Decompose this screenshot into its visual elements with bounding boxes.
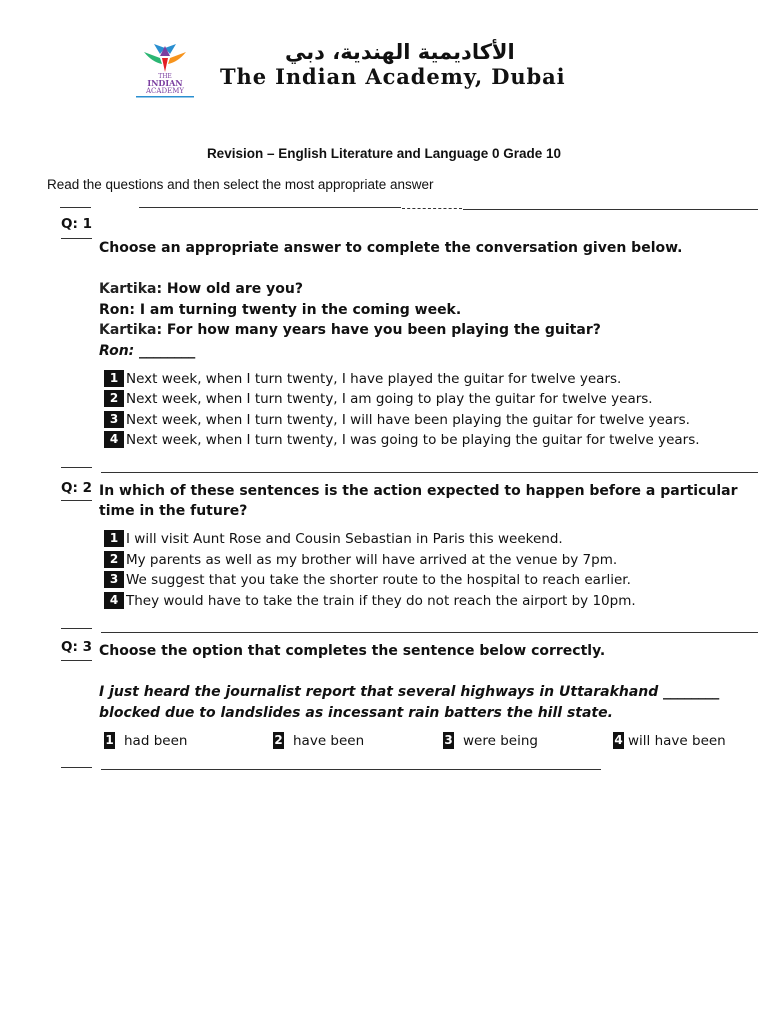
document-title: Revision – English Literature and Language 0 Grade 10 — [206, 146, 562, 161]
answer-option[interactable] — [104, 370, 621, 387]
question-number: Q: 2 — [61, 480, 92, 496]
option-number: 4 — [104, 592, 124, 609]
option-text: have been — [293, 732, 365, 749]
divider — [60, 207, 91, 208]
option-number: 3 — [104, 571, 124, 588]
option-text: We suggest that you take the shorter route to the hospital to reach earlier. — [126, 571, 631, 588]
option-text: were being — [463, 732, 538, 749]
svg-text:THE: THE — [158, 73, 172, 80]
question-number: Q: 3 — [61, 639, 92, 655]
option-text: Next week, when I turn twenty, I will have been playing the guitar for twelve years. — [126, 411, 690, 428]
answer-option[interactable] — [104, 571, 631, 588]
option-number: 4 — [104, 431, 124, 448]
fill-in-sentence: I just heard the journalist report that several highways in Uttarakhand ________ blocked due to landslides as incessant rain batters the hill state. — [99, 684, 720, 721]
option-number: 3 — [444, 733, 453, 747]
option-text: My parents as well as my brother will have arrived at the venue by 7pm. — [126, 551, 618, 568]
option-number: 1 — [104, 530, 124, 547]
divider — [61, 628, 92, 629]
option-number: 4 — [614, 733, 623, 747]
option-number: 1 — [104, 370, 124, 387]
option-number: 2 — [104, 551, 124, 568]
answer-option[interactable] — [104, 732, 187, 749]
divider — [61, 500, 92, 501]
instructions: Read the questions and then select the most appropriate answer — [47, 177, 434, 192]
divider — [61, 660, 92, 661]
divider — [61, 767, 92, 768]
question-prompt: Choose an appropriate answer to complete the conversation given below. — [99, 240, 683, 256]
question-prompt: In which of these sentences is the action expected to happen before a particular time in the future? — [99, 483, 738, 519]
answer-option[interactable] — [104, 411, 690, 428]
answer-option[interactable] — [104, 390, 653, 407]
divider — [61, 467, 92, 468]
option-text: I will visit Aunt Rose and Cousin Sebastian in Paris this weekend. — [126, 530, 563, 547]
dialogue-line: Ron: ________ — [99, 343, 196, 359]
svg-text:INDIAN: INDIAN — [147, 78, 183, 88]
divider — [463, 209, 758, 210]
option-text: Next week, when I turn twenty, I was going to be playing the guitar for twelve years. — [126, 431, 700, 448]
school-name: The Indian Academy, Dubai — [220, 64, 566, 89]
divider — [139, 207, 401, 208]
option-number: 3 — [104, 411, 124, 428]
divider — [101, 472, 758, 473]
divider — [101, 632, 758, 633]
option-number: 2 — [104, 390, 124, 407]
answer-option[interactable] — [104, 551, 617, 568]
dialogue-line: Kartika: How old are you? — [99, 281, 303, 297]
divider — [61, 238, 92, 239]
answer-option[interactable] — [613, 732, 726, 749]
answer-option[interactable] — [273, 732, 364, 749]
option-text: will have been — [628, 732, 726, 749]
question-number: Q: 1 — [61, 216, 92, 232]
option-text: They would have to take the train if they do not reach the airport by 10pm. — [126, 592, 636, 609]
answer-option[interactable] — [104, 592, 636, 609]
answer-option[interactable] — [104, 530, 563, 547]
dialogue-line: Ron: I am turning twenty in the coming week. — [99, 302, 462, 318]
option-number: 1 — [105, 733, 114, 747]
option-text: Next week, when I turn twenty, I have played the guitar for twelve years. — [126, 370, 622, 387]
academy-logo — [132, 42, 198, 100]
divider — [101, 769, 601, 770]
school-name-arabic: الأكاديمية الهندية، دبي — [285, 40, 515, 64]
svg-text:ACADEMY: ACADEMY — [146, 87, 184, 95]
option-text: Next week, when I turn twenty, I am going to play the guitar for twelve years. — [126, 390, 653, 407]
divider — [402, 208, 462, 209]
dialogue-line: Kartika: For how many years have you been playing the guitar? — [99, 322, 601, 338]
answer-option[interactable] — [443, 732, 538, 749]
option-text: had been — [124, 732, 188, 749]
question-prompt: Choose the option that completes the sentence below correctly. — [99, 643, 606, 659]
option-number: 2 — [274, 733, 283, 747]
answer-option[interactable] — [104, 431, 700, 448]
